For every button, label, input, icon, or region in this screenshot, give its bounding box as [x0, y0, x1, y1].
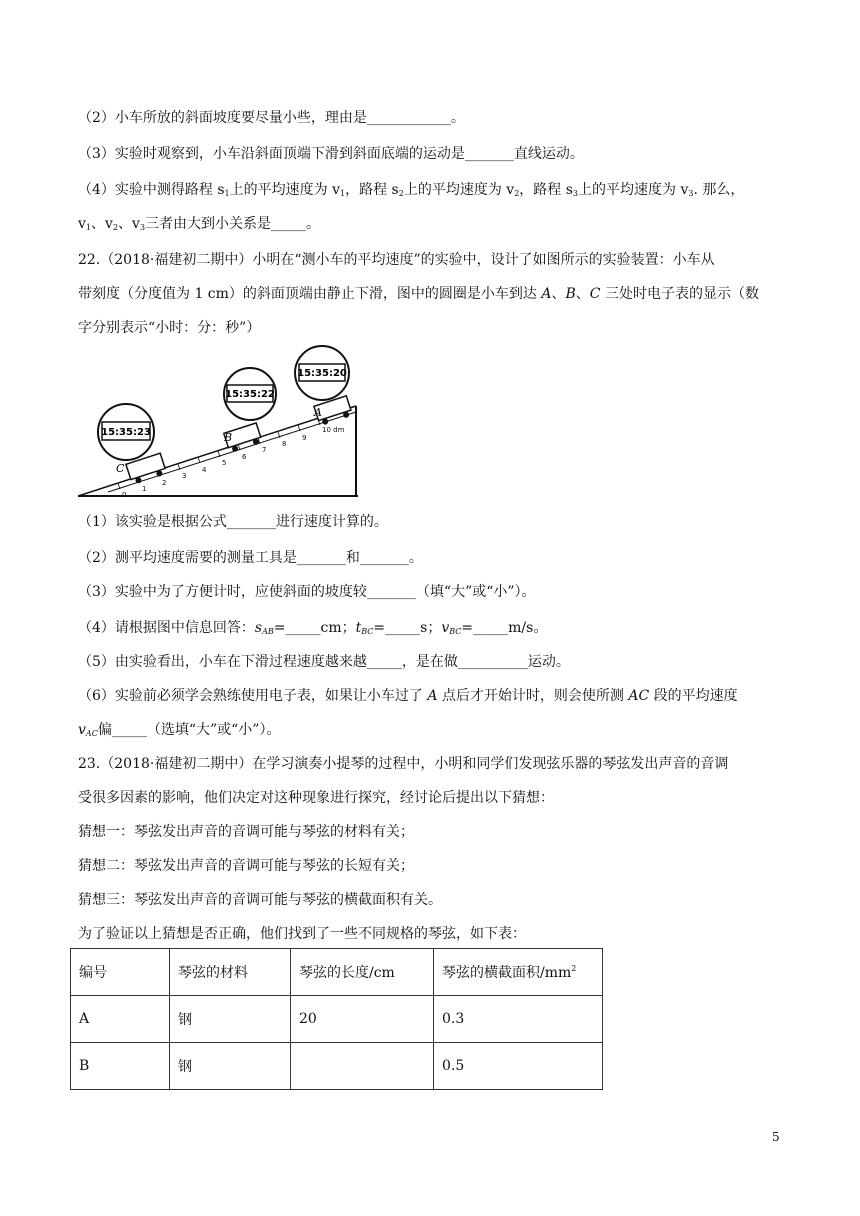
header-length: 琴弦的长度/cm: [291, 949, 434, 996]
header-id: 编号: [71, 949, 170, 996]
tick-label-7: 7: [262, 446, 267, 454]
table-row: [71, 996, 603, 1043]
q22-heading-line3: 字分别表示“小时：分：秒”）: [78, 320, 261, 336]
cell-material: 钢: [170, 996, 291, 1043]
tick-label-5: 5: [222, 459, 227, 467]
table-header-row: [71, 949, 603, 996]
q21-part2: （2）小车所放的斜面坡度要尽量小些，理由是____________。: [78, 110, 465, 126]
tick-label-1: 1: [142, 485, 147, 493]
timer-C-time: 15:35:23: [101, 427, 151, 438]
q22-part6-line1: （6）实验前必须学会熟练使用电子表，如果让小车过了 A 点后才开始计时，则会使所测 AC 段的平均速度: [78, 688, 738, 704]
timer-at-C: [98, 404, 154, 460]
point-label-B: B: [224, 431, 233, 444]
tick-label-6: 6: [242, 453, 247, 461]
table-row: [71, 1043, 603, 1090]
tick-label-0: 0: [122, 491, 127, 499]
q22-part5: （5）由实验看出，小车在下滑过程速度越来越_____，是在做__________运动。: [78, 654, 570, 670]
cell-length: [291, 1043, 434, 1090]
header-material: 琴弦的材料: [170, 949, 291, 996]
q23-heading-line2: 受很多因素的影响，他们决定对这种现象进行探究，经讨论后提出以下猜想：: [78, 790, 554, 806]
q23-guess3: 猜想三：琴弦发出声音的音调可能与琴弦的横截面积有关。: [78, 892, 442, 908]
q21-part3: （3）实验时观察到，小车沿斜面顶端下滑到斜面底端的运动是_______直线运动。: [78, 146, 584, 162]
cell-id: A: [71, 996, 170, 1043]
q22-part6-line2: $v_{AC}$偏_____（选填“大”或“小”）。: [78, 722, 281, 738]
string-spec-table: [70, 948, 603, 1090]
header-area: 琴弦的横截面积$/mm^2$: [434, 949, 603, 996]
page-number: 5: [772, 1130, 780, 1144]
q23-table-intro: 为了验证以上猜想是否正确，他们找到了一些不同规格的琴弦，如下表：: [78, 926, 526, 942]
incline-figure: [78, 344, 360, 499]
q22-part3: （3）实验中为了方便计时，应使斜面的坡度较_______（填“大”或“小”）。: [78, 584, 536, 600]
timer-A-time: 15:35:20: [297, 368, 347, 379]
timer-at-B: [224, 368, 276, 420]
q21-part4-line1: （4）实验中测得路程 $s_1$上的平均速度为 $v_1$，路程 $s_2$上的平均速度为 $v_2$，路程 $s_3$上的平均速度为 $v_3$. 那么，: [78, 182, 745, 198]
timer-B-time: 15:35:22: [225, 389, 275, 400]
cell-material: 钢: [170, 1043, 291, 1090]
q22-part4: （4）请根据图中信息回答：$s_{AB}=\_\_\_\_\_cm$；$t_{BC}=\_\_\_\_\_s$；$v_{BC}=\_\_\_\_\_m/s$。: [78, 620, 548, 636]
q22-part2: （2）测平均速度需要的测量工具是_______和_______。: [78, 550, 423, 566]
q22-heading-line2: 带刻度（分度值为 1 cm）的斜面顶端由静止下滑，图中的圆圈是小车到达 A、B、C 三处时电子表的显示（数: [78, 286, 759, 302]
scale-unit-label: 10 dm: [322, 426, 345, 434]
tick-label-9: 9: [302, 434, 307, 442]
point-label-A: A: [314, 406, 322, 419]
tick-label-2: 2: [162, 479, 167, 487]
cell-area: 0.5: [434, 1043, 603, 1090]
q23-heading-line1: 23.（2018·福建初二期中）在学习演奏小提琴的过程中，小明和同学们发现弦乐器的琴弦发出声音的音调: [78, 756, 729, 772]
tick-label-3: 3: [182, 472, 187, 480]
cell-length: 20: [291, 996, 434, 1043]
q23-guess1: 猜想一：琴弦发出声音的音调可能与琴弦的材料有关；: [78, 824, 414, 840]
q21-part4-line2: $v_1$、$v_2$、$v_3$三者由大到小关系是_____。: [78, 216, 321, 232]
tick-label-8: 8: [282, 440, 287, 448]
q23-guess2: 猜想二：琴弦发出声音的音调可能与琴弦的长短有关；: [78, 858, 414, 874]
q22-part1: （1）该实验是根据公式_______进行速度计算的。: [78, 514, 388, 530]
q22-heading-line1: 22.（2018·福建初二期中）小明在“测小车的平均速度”的实验中，设计了如图所示的实验装置：小车从: [78, 252, 715, 268]
tick-label-4: 4: [202, 466, 207, 474]
point-label-C: C: [116, 462, 125, 475]
cell-id: B: [71, 1043, 170, 1090]
timer-at-A: [295, 346, 349, 400]
cell-area: 0.3: [434, 996, 603, 1043]
